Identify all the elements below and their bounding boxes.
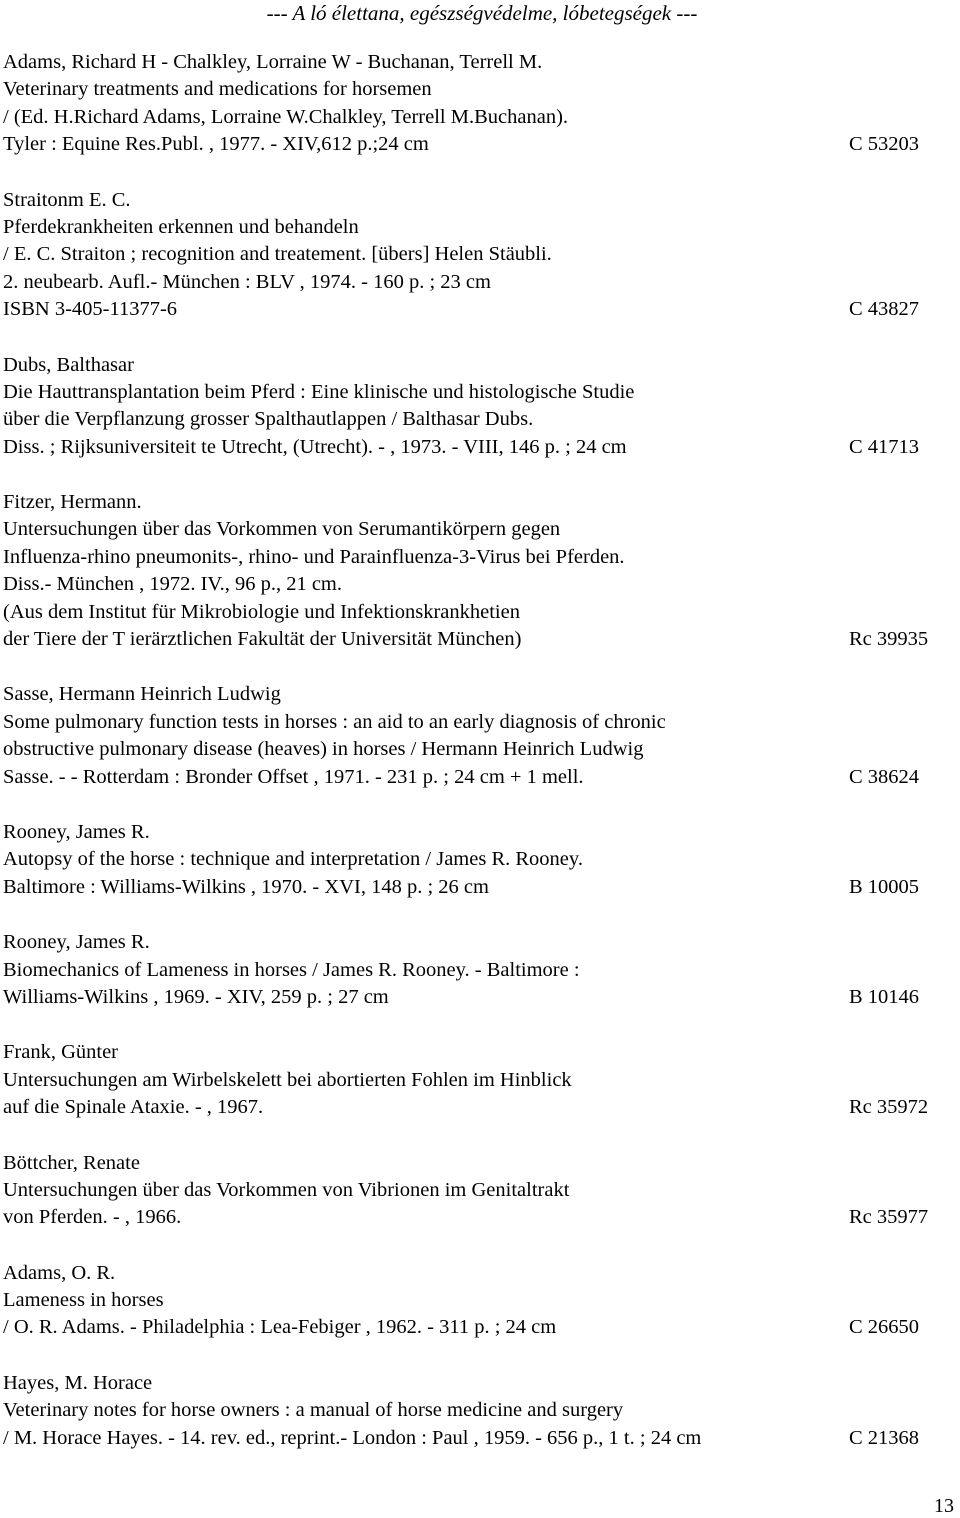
call-number: C 41713 bbox=[849, 435, 920, 458]
entry-line: Autopsy of the horse : technique and interpretation / James R. Rooney. bbox=[3, 848, 583, 871]
entry-line: Some pulmonary function tests in horses : an aid to an early diagnosis of chronic bbox=[3, 710, 666, 733]
bibliography-entry bbox=[3, 681, 938, 791]
entry-line-text: von Pferden. - , 1966. bbox=[3, 1206, 182, 1229]
entry-line-last bbox=[3, 131, 938, 158]
entry-line-last bbox=[3, 1094, 938, 1121]
entry-line: Veterinary notes for horse owners : a manual of horse medicine and surgery bbox=[3, 1399, 624, 1422]
bibliography-entry bbox=[3, 489, 938, 653]
entry-line: Sasse, Hermann Heinrich Ludwig bbox=[3, 683, 281, 706]
call-number: C 38624 bbox=[849, 765, 920, 788]
entry-line-text: auf die Spinale Ataxie. - , 1967. bbox=[3, 1096, 264, 1119]
entry-line: obstructive pulmonary disease (heaves) in horses / Hermann Heinrich Ludwig bbox=[3, 738, 644, 761]
call-number: Rc 35977 bbox=[849, 1206, 929, 1229]
bibliography-list bbox=[3, 49, 938, 1480]
entry-line-last bbox=[3, 434, 938, 461]
call-number: C 21368 bbox=[849, 1426, 920, 1449]
call-number: Rc 35972 bbox=[849, 1096, 929, 1119]
call-number: C 53203 bbox=[849, 133, 920, 156]
entry-line-text: der Tiere der T ierärztlichen Fakultät der Universität München) bbox=[3, 628, 522, 651]
entry-line: Rooney, James R. bbox=[3, 820, 150, 843]
call-number: Rc 39935 bbox=[849, 628, 929, 651]
entry-line: Diss.- München , 1972. IV., 96 p., 21 cm. bbox=[3, 573, 342, 596]
bibliography-entry bbox=[3, 1150, 938, 1232]
entry-line: Untersuchungen über das Vorkommen von Vibrionen im Genitaltrakt bbox=[3, 1178, 570, 1201]
entry-line-text: Tyler : Equine Res.Publ. , 1977. - XIV,612 p.;24 cm bbox=[3, 133, 429, 156]
entry-line: Lameness in horses bbox=[3, 1289, 164, 1312]
entry-line: Adams, O. R. bbox=[3, 1261, 116, 1284]
entry-line-text: Sasse. - - Rotterdam : Bronder Offset , 1971. - 231 p. ; 24 cm + 1 mell. bbox=[3, 765, 584, 788]
call-number: B 10005 bbox=[849, 875, 920, 898]
entry-line: / (Ed. H.Richard Adams, Lorraine W.Chalkley, Terrell M.Buchanan). bbox=[3, 105, 569, 128]
entry-line: Veterinary treatments and medications for horsemen bbox=[3, 78, 432, 101]
bibliography-entry bbox=[3, 1260, 938, 1342]
entry-line: Influenza-rhino pneumonits-, rhino- und Parainfluenza-3-Virus bei Pferden. bbox=[3, 545, 625, 568]
entry-line: Adams, Richard H - Chalkley, Lorraine W - Buchanan, Terrell M. bbox=[3, 51, 543, 73]
entry-line-last bbox=[3, 1204, 938, 1231]
entry-line: Böttcher, Renate bbox=[3, 1151, 140, 1174]
call-number: B 10146 bbox=[849, 985, 920, 1008]
entry-line: Straitonm E. C. bbox=[3, 188, 131, 211]
entry-line: 2. neubearb. Aufl.- München : BLV , 1974. - 160 p. ; 23 cm bbox=[3, 270, 491, 293]
bibliography-entry bbox=[3, 929, 938, 1011]
entry-line-last bbox=[3, 1314, 938, 1341]
call-number: C 43827 bbox=[849, 298, 920, 321]
entry-line: Frank, Günter bbox=[3, 1041, 119, 1064]
entry-line-text: Diss. ; Rijksuniversiteit te Utrecht, (Utrecht). - , 1973. - VIII, 146 p. ; 24 cm bbox=[3, 435, 627, 458]
bibliography-entry bbox=[3, 1370, 938, 1452]
entry-line-text: / M. Horace Hayes. - 14. rev. ed., reprint.- London : Paul , 1959. - 656 p., 1 t. ; 24 cm bbox=[3, 1426, 702, 1449]
bibliography-entry bbox=[3, 352, 938, 462]
bibliography-entry bbox=[3, 187, 938, 324]
entry-line: Die Hauttransplantation beim Pferd : Eine klinische und histologische Studie bbox=[3, 380, 635, 403]
entry-line: / E. C. Straiton ; recognition and treatement. [übers] Helen Stäubli. bbox=[3, 243, 552, 266]
entry-line-text: Baltimore : Williams-Wilkins , 1970. - XVI, 148 p. ; 26 cm bbox=[3, 875, 489, 898]
entry-line-last bbox=[3, 984, 938, 1011]
page-header bbox=[0, 0, 960, 26]
entry-line-last bbox=[3, 1425, 938, 1452]
entry-line-last bbox=[3, 296, 938, 323]
entry-line: Fitzer, Hermann. bbox=[3, 491, 142, 514]
entry-line: über die Verpflanzung grosser Spalthautlappen / Balthasar Dubs. bbox=[3, 408, 534, 431]
bibliography-entry bbox=[3, 819, 938, 901]
page-header-text: --- A ló élettana, egészségvédelme, lóbetegségek --- bbox=[266, 1, 698, 25]
entry-line-last bbox=[3, 764, 938, 791]
bibliography-entry bbox=[3, 49, 938, 159]
entry-line: Hayes, M. Horace bbox=[3, 1371, 153, 1394]
entry-line: (Aus dem Institut für Mikrobiologie und Infektionskrankhetien bbox=[3, 600, 520, 623]
entry-line-text: ISBN 3-405-11377-6 bbox=[3, 298, 178, 321]
bibliography-entry bbox=[3, 1039, 938, 1121]
entry-line: Biomechanics of Lameness in horses / James R. Rooney. - Baltimore : bbox=[3, 958, 580, 981]
page-number: 13 bbox=[934, 1495, 954, 1517]
entry-line: Untersuchungen am Wirbelskelett bei abortierten Fohlen im Hinblick bbox=[3, 1068, 572, 1091]
entry-line-last bbox=[3, 626, 938, 653]
call-number: C 26650 bbox=[849, 1316, 920, 1339]
entry-line: Rooney, James R. bbox=[3, 931, 150, 954]
entry-line-last bbox=[3, 874, 938, 901]
entry-line: Untersuchungen über das Vorkommen von Serumantikörpern gegen bbox=[3, 518, 561, 541]
entry-line-text: Williams-Wilkins , 1969. - XIV, 259 p. ; 27 cm bbox=[3, 985, 389, 1008]
entry-line: Dubs, Balthasar bbox=[3, 353, 134, 376]
entry-line: Pferdekrankheiten erkennen und behandeln bbox=[3, 215, 359, 238]
entry-line-text: / O. R. Adams. - Philadelphia : Lea-Febiger , 1962. - 311 p. ; 24 cm bbox=[3, 1316, 557, 1339]
